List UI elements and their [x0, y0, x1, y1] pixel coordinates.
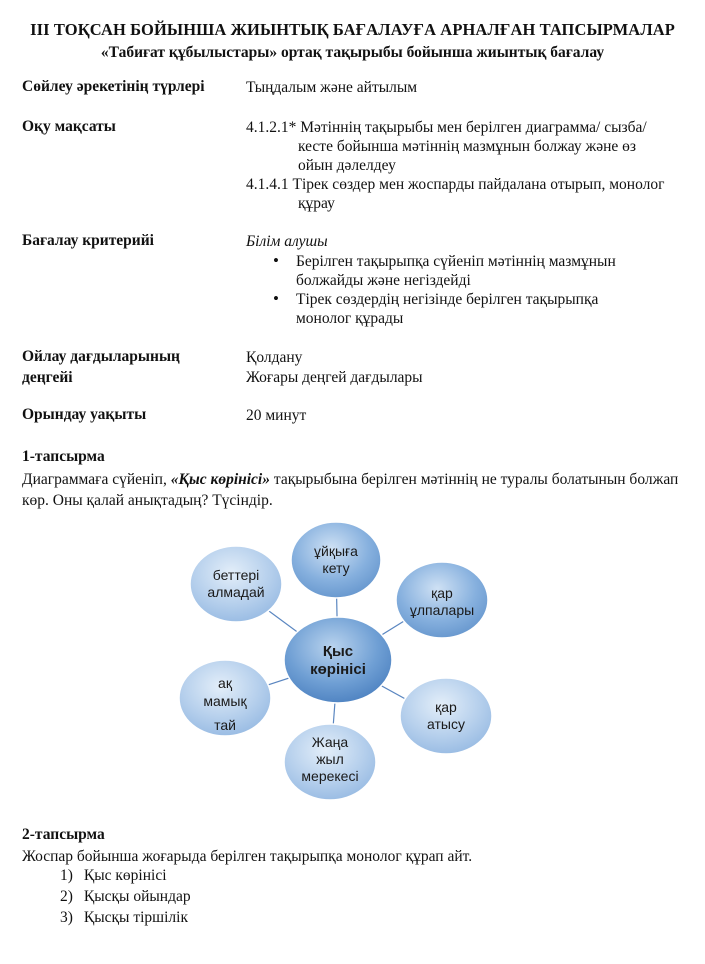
- plan-item-3-num: 3): [60, 909, 73, 926]
- node-bottom-label-3: мерекесі: [301, 768, 359, 784]
- task-1-text: [22, 469, 692, 511]
- goal-1-line-3: ойын дәлелдеу: [298, 157, 396, 174]
- task-2-text: Жоспар бойынша жоғарыда берілген тақырыпқа монолог құрап айт.: [22, 848, 473, 865]
- node-top-right-label-1: қар: [431, 585, 453, 601]
- thinking-value-line-1: Қолдану: [246, 349, 303, 366]
- plan-item-2-num: 2): [60, 888, 73, 905]
- mind-map-svg: [170, 518, 510, 800]
- criteria-item-1: [246, 252, 616, 290]
- thinking-label-line-1: Ойлау дағдыларының: [22, 348, 180, 365]
- plan-list: [60, 865, 191, 928]
- node-top-right-label-2: ұлпалары: [409, 602, 475, 618]
- task-1-text-after: тақырыбына берілген мәтіннің не туралы болатынын болжап көр. Оны қалай анықтадың? Түсіндір.: [22, 471, 679, 509]
- thinking-level-value: [246, 348, 423, 388]
- thinking-label-line-2: деңгейі: [22, 369, 73, 386]
- plan-item-2-text: Қысқы ойындар: [83, 888, 191, 905]
- node-left-label-1: ақ: [218, 675, 232, 691]
- criteria-item-2: [246, 290, 616, 328]
- thinking-value-line-2: Жоғары деңгей дағдылары: [246, 369, 423, 386]
- node-left-label-3: тай: [214, 717, 236, 733]
- mind-map-diagram: [170, 518, 510, 800]
- speech-types-label: Сөйлеу әрекетінің түрлері: [22, 78, 205, 95]
- criteria-2-line-1: • Тірек сөздердің негізінде берілген тақырыпқа: [296, 291, 599, 308]
- node-bottom-label-2: жыл: [316, 751, 344, 767]
- node-top-label-2: кету: [322, 560, 350, 576]
- speech-types-value: Тыңдалым және айтылым: [246, 79, 418, 96]
- node-center-label-2: көрінісі: [310, 661, 366, 678]
- criteria-2-line-2: монолог құрады: [296, 310, 404, 327]
- plan-item-3: [60, 907, 191, 928]
- node-right-label-2: атысу: [427, 716, 465, 732]
- node-center-label-1: Қыс: [322, 643, 354, 660]
- criteria-value: [246, 232, 616, 328]
- learning-goal-value: [246, 118, 665, 213]
- plan-item-1-text: Қыс көрінісі: [83, 867, 167, 884]
- plan-item-1: [60, 865, 191, 886]
- node-top-left-label-1: беттері: [212, 567, 260, 583]
- goal-2-line-2: құрау: [298, 195, 335, 212]
- task-1-topic: «Қыс көрінісі»: [170, 471, 270, 488]
- node-top-left-label-2: алмадай: [207, 584, 265, 600]
- page-title: ІІІ ТОҚСАН БОЙЫНША ЖИЫНТЫҚ БАҒАЛАУҒА АРНАЛҒАН ТАПСЫРМАЛАР: [30, 20, 675, 39]
- task-1-heading: 1-тапсырма: [22, 448, 105, 465]
- node-right-label-1: қар: [435, 699, 457, 715]
- plan-item-2: [60, 886, 191, 907]
- time-value: 20 минут: [246, 407, 307, 424]
- thinking-level-label: [22, 346, 180, 388]
- node-bottom-label-1: Жаңа: [311, 734, 349, 750]
- goal-1-line-1: 4.1.2.1* Мәтіннің тақырыбы мен берілген диаграмма/ сызба/: [246, 119, 647, 136]
- goal-2-line-1: 4.1.4.1 Тірек сөздер мен жоспарды пайдалана отырып, монолог: [246, 176, 665, 193]
- task-1-text-before: Диаграммаға сүйеніп,: [22, 471, 171, 488]
- time-label: Орындау уақыты: [22, 406, 147, 423]
- node-left-label-2: мамық: [203, 693, 247, 709]
- criteria-intro: Білім алушы: [246, 233, 328, 250]
- learning-goal-label: Оқу мақсаты: [22, 118, 116, 135]
- plan-item-3-text: Қысқы тіршілік: [83, 909, 188, 926]
- criteria-1-line-1: • Берілген тақырыпқа сүйеніп мәтіннің мазмұнын: [296, 253, 616, 270]
- task-2-heading: 2-тапсырма: [22, 826, 105, 843]
- goal-1-line-2: кесте бойынша мәтіннің мазмұнын болжау және өз: [298, 138, 637, 155]
- node-top-label-1: ұйқыға: [314, 543, 358, 559]
- criteria-1-line-2: болжайды және негіздейді: [296, 272, 471, 289]
- criteria-label: Бағалау критерийі: [22, 232, 154, 249]
- plan-item-1-num: 1): [60, 867, 73, 884]
- node-center: [284, 617, 392, 703]
- page-subtitle: «Табиғат құбылыстары» ортақ тақырыбы бойынша жиынтық бағалау: [100, 44, 605, 61]
